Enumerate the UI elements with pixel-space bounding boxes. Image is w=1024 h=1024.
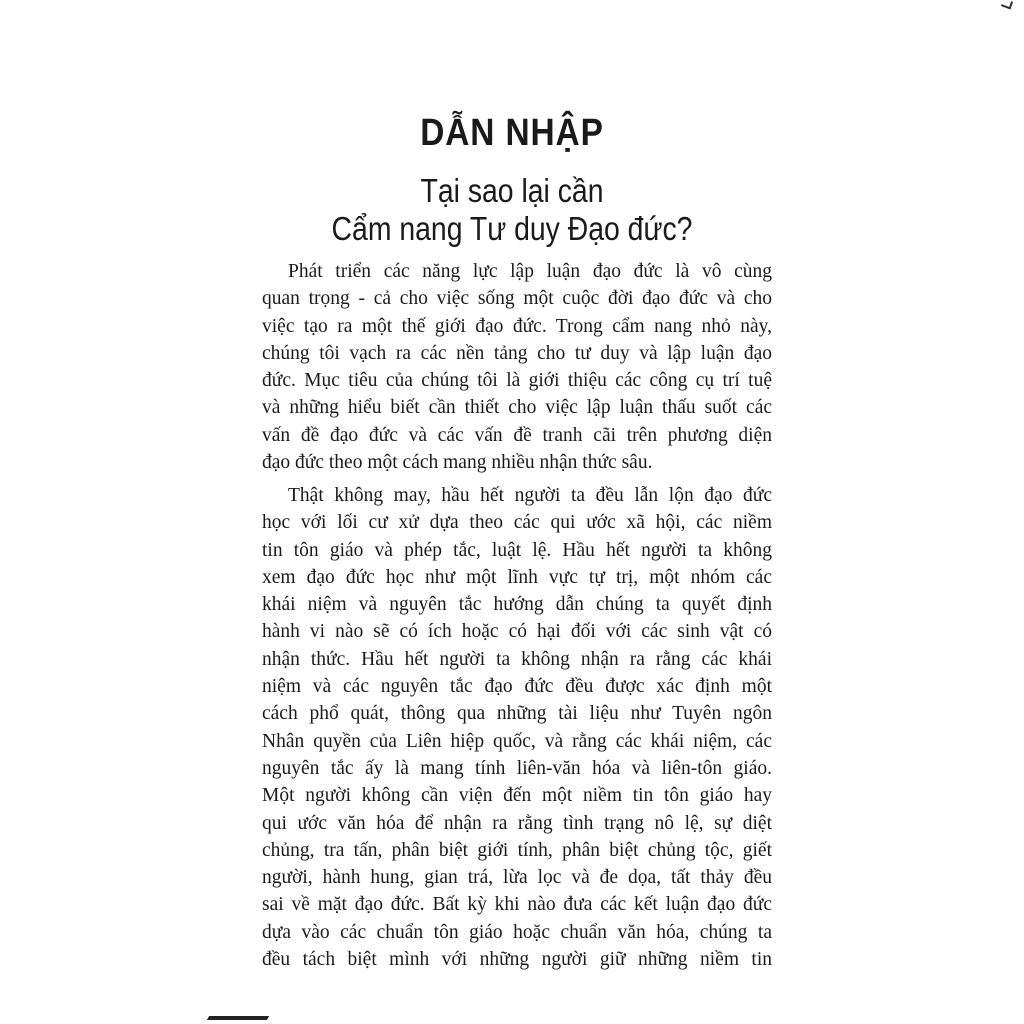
- chapter-subtitle-line-1: Tại sao lại cần: [420, 172, 604, 209]
- paragraph-line: nhận thức. Hầu hết người ta không nhận ra rằng các khái: [262, 648, 772, 670]
- paragraph-2: [262, 482, 772, 973]
- chapter-heading: DẪN NHẬP: [420, 112, 604, 154]
- paragraph-line: tin tôn giáo và phép tắc, luật lệ. Hầu hết người ta không: [262, 539, 772, 561]
- paragraph-line: Phát triển các năng lực lập luận đạo đức là vô cùng: [288, 261, 772, 282]
- paragraph-line: Thật không may, hầu hết người ta đều lẫn lộn đạo đức: [288, 485, 772, 506]
- paragraph-line: cách phổ quát, thông qua những tài liệu như Tuyên ngôn: [262, 703, 772, 725]
- paragraph-line: Nhân quyền của Liên hiệp quốc, và rằng các khái niệm, các: [262, 730, 772, 752]
- paragraph-line: quan trọng - cả cho việc sống một cuộc đời đạo đức và cho: [262, 288, 772, 310]
- paragraph-line: hành vi nào sẽ có ích hoặc có hại đối với các sinh vật có: [262, 621, 772, 643]
- paragraph-line: Một người không cần viện đến một niềm tin tôn giáo hay: [262, 785, 772, 807]
- paragraph-line: học với lối cư xử dựa theo các qui ước xã hội, các niềm: [262, 512, 772, 534]
- scan-corner-mark: [1001, 0, 1013, 9]
- paragraph-line: đạo đức theo một cách mang nhiều nhận thức sâu.: [262, 452, 653, 474]
- chapter-subtitle-line-2: Cẩm nang Tư duy Đạo đức?: [331, 210, 693, 247]
- paragraph-line: và những hiểu biết cần thiết cho việc lập luận thấu suốt các: [262, 397, 772, 419]
- paragraph-line: việc tạo ra một thế giới đạo đức. Trong cẩm nang nhỏ này,: [262, 315, 772, 337]
- paragraph-line: đều tách biệt mình với những người giữ những niềm tin: [262, 949, 772, 971]
- paragraph-line: đức. Mục tiêu của chúng tôi là giới thiệu các công cụ trí tuệ: [262, 370, 772, 392]
- paragraph-line: xem đạo đức học như một lĩnh vực tự trị, một nhóm các: [262, 566, 772, 588]
- paragraph-line: nguyên tắc ấy là mang tính liên-văn hóa và liên-tôn giáo.: [262, 757, 772, 779]
- paragraph-line: dựa vào các chuẩn tôn giáo hoặc chuẩn văn hóa, chúng ta: [262, 921, 772, 943]
- paragraph-line: sai về mặt đạo đức. Bất kỳ khi nào đưa các kết luận đạo đức: [262, 894, 772, 916]
- paragraph-line: người, hành hung, gian trá, lừa lọc và đe dọa, tất thảy đều: [262, 867, 772, 889]
- paragraph-line: vấn đề đạo đức và các vấn đề tranh cãi trên phương diện: [262, 424, 772, 446]
- scan-edge-mark: [207, 1016, 269, 1020]
- paragraph-line: niệm và các nguyên tắc đạo đức đều được xác định một: [262, 676, 772, 698]
- paragraph-line: qui ước văn hóa để nhận ra rằng tình trạng nô lệ, sự diệt: [262, 812, 772, 834]
- paragraph-1: [262, 258, 772, 476]
- paragraph-line: chủng, tra tấn, phân biệt giới tính, phân biệt chủng tộc, giết: [262, 839, 772, 861]
- paragraph-line: khái niệm và nguyên tắc hướng dẫn chúng ta quyết định: [262, 594, 772, 616]
- paragraph-line: chúng tôi vạch ra các nền tảng cho tư duy và lập luận đạo: [262, 342, 772, 364]
